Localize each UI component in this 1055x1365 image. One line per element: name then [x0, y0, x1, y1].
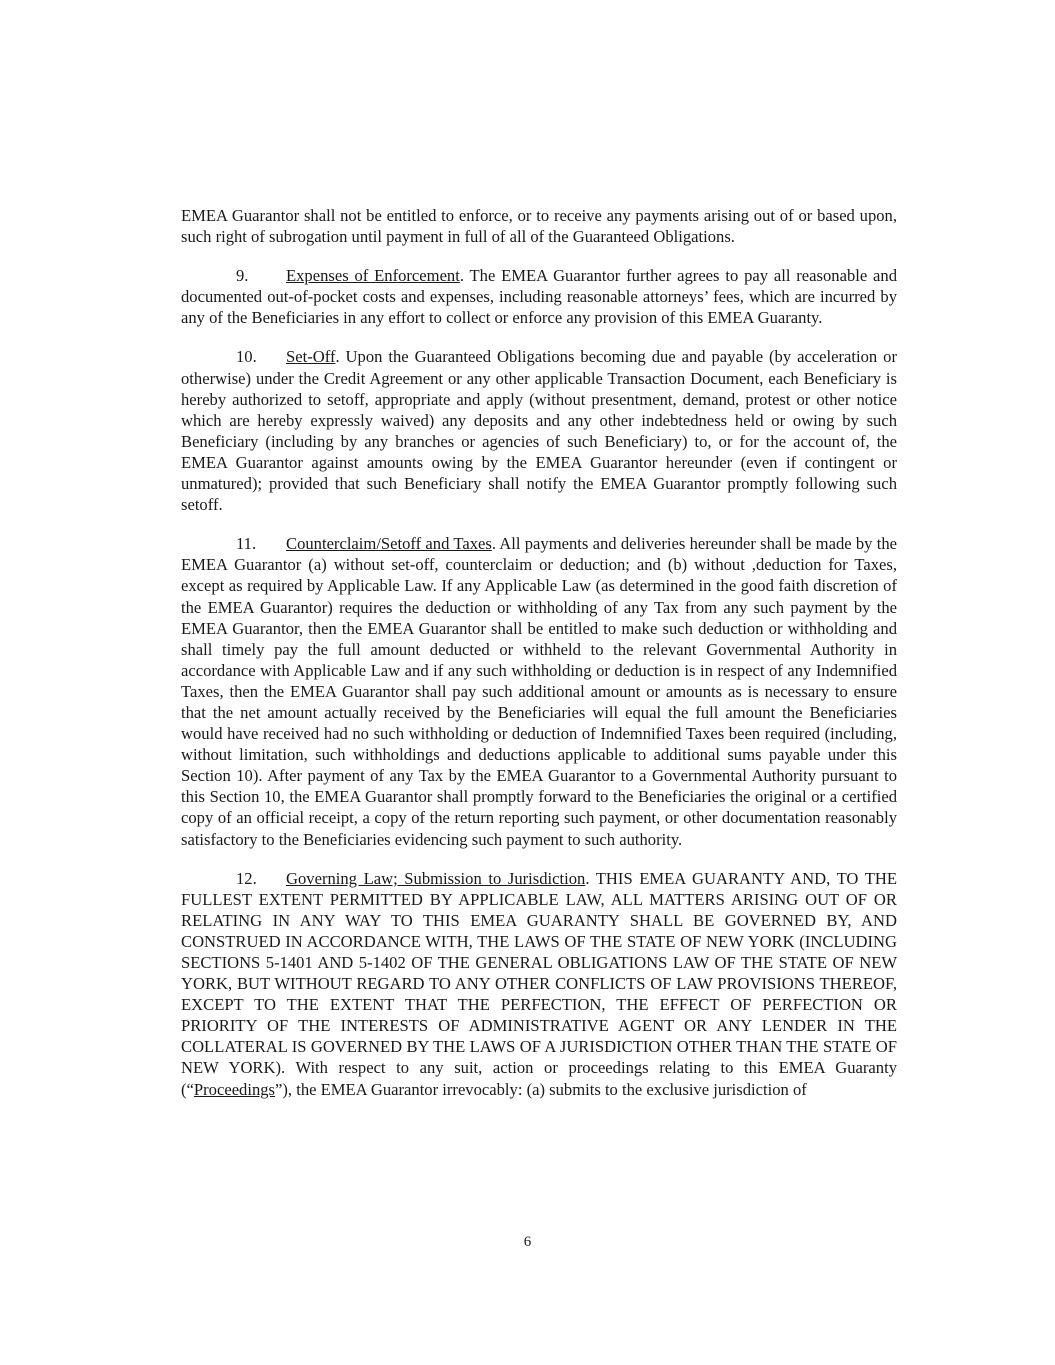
section-body-tail: ”), the EMEA Guarantor irrevocably: (a) submits to the exclusive jurisdiction of: [275, 1079, 807, 1099]
section-number: 12.: [236, 868, 257, 888]
section-heading: Expenses of Enforcement: [286, 266, 460, 286]
section-number: 9.: [236, 266, 249, 286]
defined-term: Proceedings: [193, 1079, 276, 1099]
section-body: . THIS EMEA GUARANTY AND, TO THE FULLEST EXTENT PERMITTED BY APPLICABLE LAW, ALL MATTERS ARISING OUT OF OR RELATING IN ANY WAY TO THIS EMEA GUARANTY SHALL BE GOVERNED BY, AND CONSTRUED IN ACCORDANCE WITH, THE LAWS OF THE STATE OF NEW YORK (INCLUDING SECTIONS 5-1401 AND 5-1402 OF THE GENERAL OBLIGATIONS LAW OF THE STATE OF NEW YORK, BUT WITHOUT REGARD TO ANY OTHER CONFLICTS OF LAW PROVISIONS THEREOF, EXCEPT TO THE EXTENT THAT THE PERFECTION, THE EFFECT OF PERFECTION OR PRIORITY OF THE INTERESTS OF ADMINISTRATIVE AGENT OR ANY LENDER IN THE COLLATERAL IS GOVERNED BY THE LAWS OF A JURISDICTION OTHER THAN THE STATE OF NEW YORK). With respect to any suit, action or proceedings relating to this EMEA Guaranty (“: [181, 868, 897, 1099]
section-body: . The EMEA Guarantor further agrees to pay all reasonable and documented out-of-pocket costs and expenses, including reasonable attorneys’ fees, which are incurred by any of the Beneficiaries in any effort to collect or enforce any provision of this EMEA Guaranty.: [181, 266, 897, 328]
section-10-paragraph: [181, 346, 897, 515]
section-heading: Governing Law; Submission to Jurisdiction: [286, 868, 586, 888]
continuation-paragraph: EMEA Guarantor shall not be entitled to enforce, or to receive any payments arising out of or based upon, such right of subrogation until payment in full of all of the Guaranteed Obligations.: [181, 206, 897, 247]
document-body: [181, 205, 897, 1100]
section-heading: Set-Off: [286, 347, 336, 367]
section-body: . All payments and deliveries hereunder shall be made by the EMEA Guarantor (a) without set-off, counterclaim or deduction; and (b) without ,deduction for Taxes, except as required by Applicable Law. If any Applicable Law (as determined in the good faith discretion of the EMEA Guarantor) requires the deduction or withholding of any Tax from any such payment by the EMEA Guarantor, then the EMEA Guarantor shall be entitled to make such deduction or withholding and shall timely pay the full amount deducted or withheld to the relevant Governmental Authority in accordance with Applicable Law and if any such withholding or deduction is in respect of any Indemnified Taxes, then the EMEA Guarantor shall pay such additional amount or amounts as is necessary to ensure that the net amount actually received by the Beneficiaries will equal the full amount the Beneficiaries would have received had no such withholding or deduction of Indemnified Taxes been required (including, without limitation, such withholdings and deductions applicable to additional sums payable under this Section 10). After payment of any Tax by the EMEA Guarantor to a Governmental Authority pursuant to this Section 10, the EMEA Guarantor shall promptly forward to the Beneficiaries the original or a certified copy of an official receipt, a copy of the return reporting such payment, or other documentation reasonably satisfactory to the Beneficiaries evidencing such payment to such authority.: [181, 534, 897, 849]
section-number: 11.: [236, 534, 257, 554]
section-11-paragraph: [181, 533, 897, 849]
section-9-paragraph: [181, 265, 897, 328]
section-heading: Counterclaim/Setoff and Taxes: [286, 534, 492, 554]
page-number: 6: [523, 1234, 532, 1250]
section-body: . Upon the Guaranteed Obligations becoming due and payable (by acceleration or otherwise) under the Credit Agreement or any other applicable Transaction Document, each Beneficiary is hereby authorized to setoff, appropriate and apply (without presentment, demand, protest or other notice which are hereby expressly waived) any deposits and any other indebtedness held or owing by such Beneficiary (including by any branches or agencies of such Beneficiary) to, or for the account of, the EMEA Guarantor against amounts owing by the EMEA Guarantor hereunder (even if contingent or unmatured); provided that such Beneficiary shall notify the EMEA Guarantor promptly following such setoff.: [181, 347, 897, 515]
section-number: 10.: [236, 347, 257, 367]
section-12-paragraph: [181, 868, 897, 1100]
